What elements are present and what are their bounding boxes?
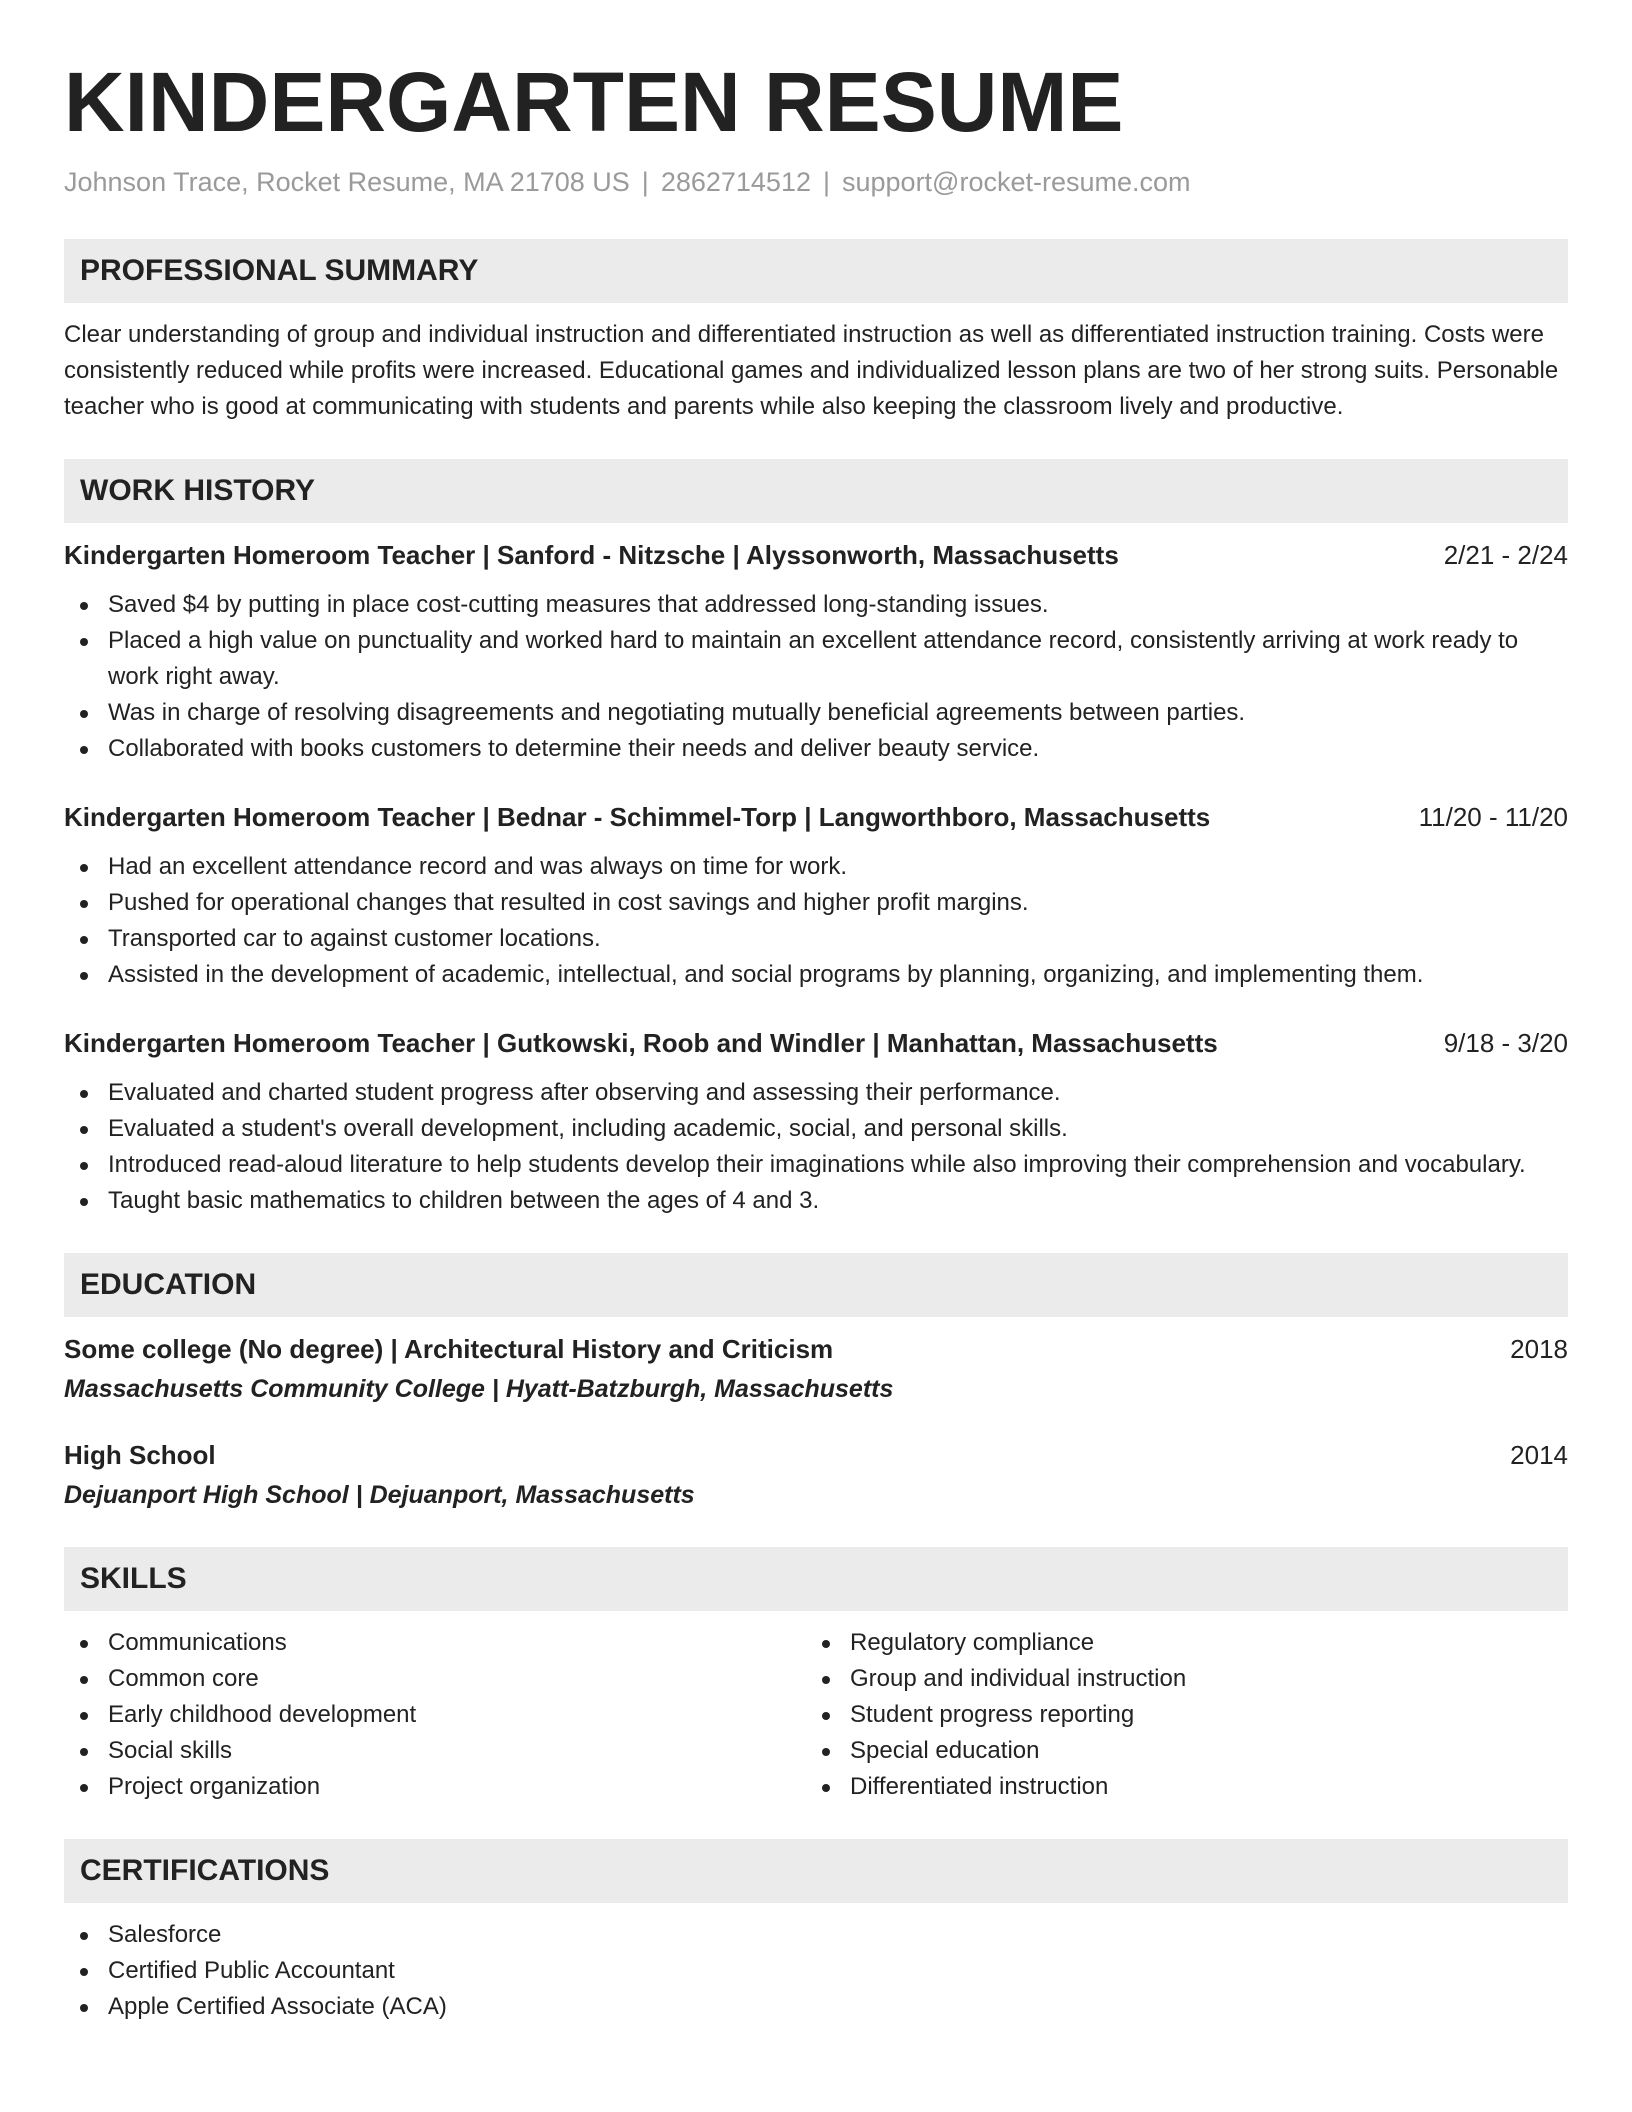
education-entry	[64, 1437, 1568, 1513]
list-item: Apple Certified Associate (ACA)	[64, 1989, 1568, 2025]
list-item: Pushed for operational changes that resulted in cost savings and higher profit margins.	[64, 885, 1568, 921]
list-item: Early childhood development	[64, 1697, 806, 1733]
list-item: Evaluated a student's overall development, including academic, social, and personal skills.	[64, 1111, 1568, 1147]
education-degree: Some college (No degree) | Architectural History and Criticism	[64, 1334, 834, 1364]
contact-address: Johnson Trace, Rocket Resume, MA 21708 US	[64, 167, 630, 197]
contact-email: support@rocket-resume.com	[842, 167, 1191, 197]
summary-text: Clear understanding of group and individual instruction and differentiated instruction as well as differentiated instruction training. Costs were consistently reduced while profits were increased. Educational games and individualized lesson plans are two of her strong suits. Personable teacher who is good at communicating with students and parents while also keeping the classroom lively and productive.	[64, 321, 1559, 420]
list-item: Transported car to against customer locations.	[64, 921, 1568, 957]
list-item: Differentiated instruction	[806, 1769, 1548, 1805]
list-item: Had an excellent attendance record and was always on time for work.	[64, 849, 1568, 885]
list-item: Project organization	[64, 1769, 806, 1805]
section-heading-work-history: WORK HISTORY	[64, 459, 1568, 523]
list-item: Regulatory compliance	[806, 1625, 1548, 1661]
job-entry	[64, 1025, 1568, 1219]
list-item: Placed a high value on punctuality and worked hard to maintain an excellent attendance record, consistently arriving at work ready to work right away.	[64, 623, 1568, 695]
list-item: Student progress reporting	[806, 1697, 1548, 1733]
skills-list	[806, 1625, 1548, 1805]
skills-grid	[64, 1625, 1568, 1805]
job-dates: 11/20 - 11/20	[1418, 802, 1568, 832]
section-heading-skills: SKILLS	[64, 1547, 1568, 1611]
list-item: Salesforce	[64, 1917, 1568, 1953]
education-school: Massachusetts Community College | Hyatt-Batzburgh, Massachusetts	[64, 1375, 894, 1403]
job-bullets	[64, 587, 1568, 767]
contact-separator: |	[822, 167, 830, 197]
job-dates: 2/21 - 2/24	[1443, 540, 1568, 570]
contact-phone: 2862714512	[660, 167, 811, 197]
job-title: Kindergarten Homeroom Teacher | Bednar - Schimmel-Torp | Langworthboro, Massachusetts	[64, 802, 1211, 832]
education-header	[64, 1437, 1568, 1473]
job-header	[64, 1025, 1568, 1061]
list-item: Social skills	[64, 1733, 806, 1769]
list-item: Introduced read-aloud literature to help students develop their imaginations while also improving their comprehension and vocabulary.	[64, 1147, 1568, 1183]
job-entry	[64, 799, 1568, 993]
list-item: Certified Public Accountant	[64, 1953, 1568, 1989]
job-title: Kindergarten Homeroom Teacher | Gutkowski, Roob and Windler | Manhattan, Massachusetts	[64, 1028, 1218, 1058]
contact-separator: |	[641, 167, 649, 197]
list-item: Assisted in the development of academic, intellectual, and social programs by planning, organizing, and implementing them.	[64, 957, 1568, 993]
section-heading-education: EDUCATION	[64, 1253, 1568, 1317]
job-header	[64, 799, 1568, 835]
section-heading-certifications: CERTIFICATIONS	[64, 1839, 1568, 1903]
education-header	[64, 1331, 1568, 1367]
list-item: Was in charge of resolving disagreements and negotiating mutually beneficial agreements between parties.	[64, 695, 1568, 731]
skills-column-left	[64, 1625, 806, 1805]
resume-name: KINDERGARTEN RESUME	[64, 55, 1124, 149]
education-school: Dejuanport High School | Dejuanport, Massachusetts	[64, 1481, 695, 1509]
list-item: Group and individual instruction	[806, 1661, 1548, 1697]
list-item: Evaluated and charted student progress after observing and assessing their performance.	[64, 1075, 1568, 1111]
list-item: Communications	[64, 1625, 806, 1661]
education-degree: High School	[64, 1440, 216, 1470]
job-header	[64, 537, 1568, 573]
education-year: 2018	[1510, 1334, 1568, 1364]
certifications-list	[64, 1917, 1568, 2025]
job-bullets	[64, 1075, 1568, 1219]
list-item: Saved $4 by putting in place cost-cutting measures that addressed long-standing issues.	[64, 587, 1568, 623]
education-entry	[64, 1331, 1568, 1407]
skills-list	[64, 1625, 806, 1805]
job-title: Kindergarten Homeroom Teacher | Sanford - Nitzsche | Alyssonworth, Massachusetts	[64, 540, 1119, 570]
job-entry	[64, 537, 1568, 767]
list-item: Collaborated with books customers to determine their needs and deliver beauty service.	[64, 731, 1568, 767]
job-dates: 9/18 - 3/20	[1443, 1028, 1568, 1058]
contact-line	[64, 164, 1568, 200]
skills-column-right	[806, 1625, 1548, 1805]
education-year: 2014	[1510, 1440, 1568, 1470]
list-item: Special education	[806, 1733, 1548, 1769]
job-bullets	[64, 849, 1568, 993]
section-heading-summary: PROFESSIONAL SUMMARY	[64, 239, 1568, 303]
list-item: Common core	[64, 1661, 806, 1697]
list-item: Taught basic mathematics to children between the ages of 4 and 3.	[64, 1183, 1568, 1219]
